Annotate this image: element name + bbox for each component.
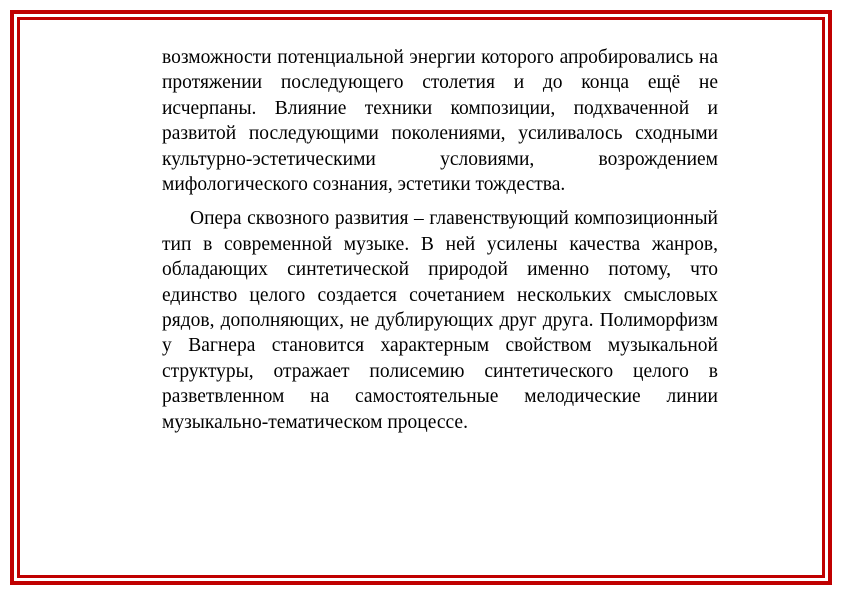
paragraph-1: возможности потенциальной энергии которого апробировались на протяжении последующего столетия и до конца ещё не исчерпаны. Влияние техники композиции, подхваченной и развитой последующими поколениями, усиливалось сходными культурно-эстетическими условиями, возрождением мифологического сознания, эстетики тождества.: [162, 47, 718, 196]
document-body: [162, 45, 718, 435]
paragraph-2: Опера сквозного развития – главенствующий композиционный тип в современной музыке. В ней усилены качества жанров, обладающих синтетической природой именно потому, что единство целого создается сочетанием нескольких смысловых рядов, дополняющих, не дублирующих друг друга. Полиморфизм у Вагнера становится характерным свойством музыкальной структуры, отражает полисемию синтетического целого в разветвленном на самостоятельные мелодические линии музыкально-тематическом процессе.: [162, 208, 718, 433]
